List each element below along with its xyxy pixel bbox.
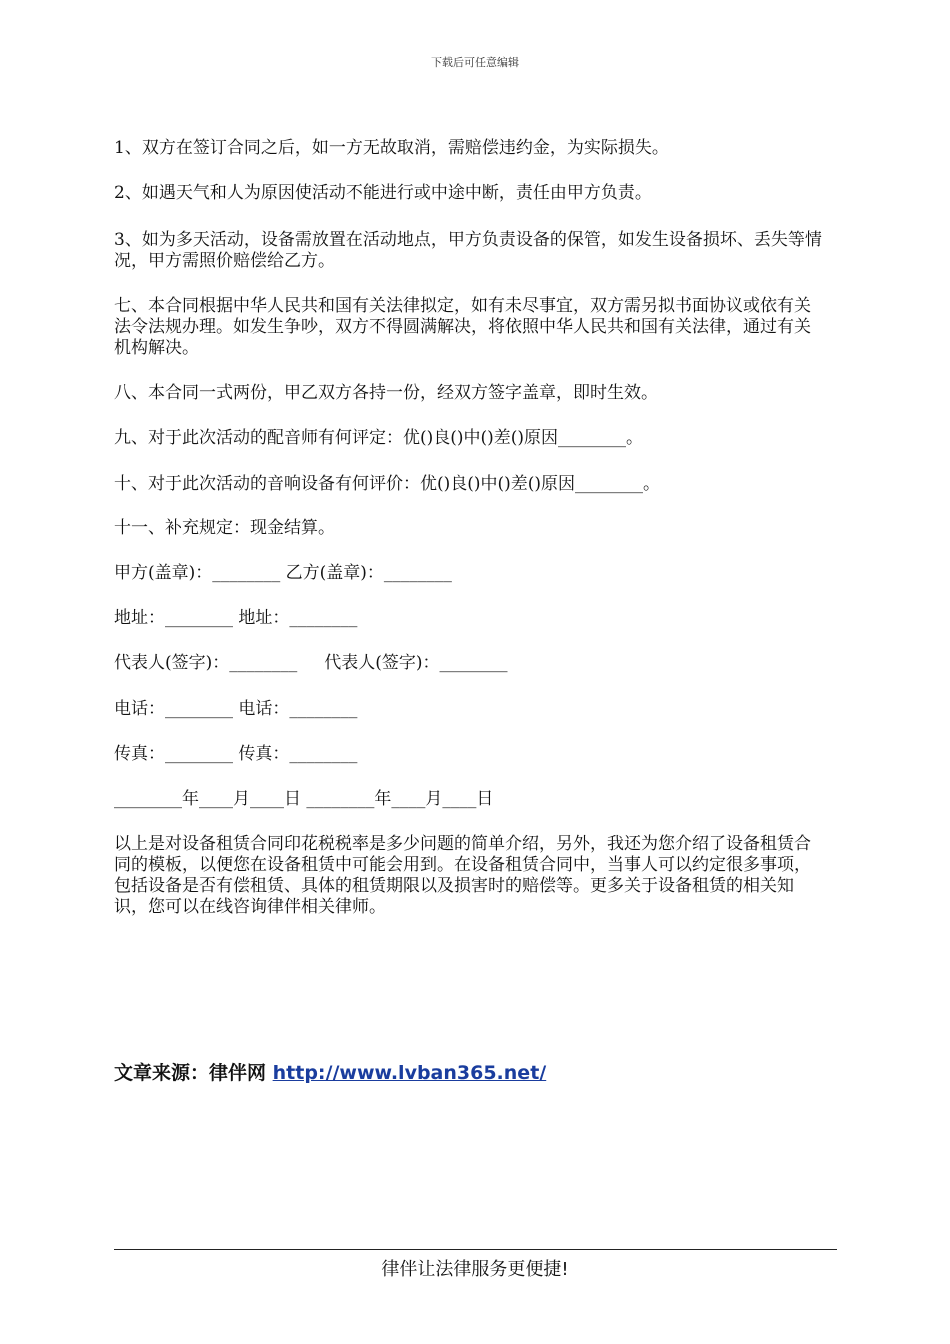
article-8: 八、本合同一式两份，甲乙双方各持一份，经双方签字盖章，即时生效。: [114, 383, 658, 403]
representative-line: 代表人(签字)：________ 代表人(签字)：________: [114, 653, 508, 673]
page-header: 下载后可任意编辑: [431, 56, 519, 69]
footer-divider: [114, 1249, 837, 1250]
article-7: 七、本合同根据中华人民共和国有关法律拟定，如有未尽事宜，双方需另拟书面协议或依有关法令法规办理。如发生争吵，双方不得圆满解决，将依照中华人民共和国有关法律，通过有关机构解决。: [114, 296, 811, 358]
article-10: 十、对于此次活动的音响设备有何评价：优()良()中()差()原因________。: [114, 474, 661, 494]
source-label: 文章来源：律伴网: [114, 1062, 273, 1084]
clause-3: 3、如为多天活动，设备需放置在活动地点，甲方负责设备的保管，如发生设备损坏、丢失等情况，甲方需照价赔偿给乙方。: [114, 230, 822, 271]
summary-paragraph: 以上是对设备租赁合同印花税税率是多少问题的简单介绍，另外，我还为您介绍了设备租赁合同的模板，以便您在设备租赁中可能会用到。在设备租赁合同中，当事人可以约定很多事项，包括设备是否有偿租赁、具体的租赁期限以及损害时的赔偿等。更多关于设备租赁的相关知识，您可以在线咨询律伴相关律师。: [114, 834, 811, 917]
phone-line: 电话：________ 电话：________: [114, 699, 358, 719]
article-9: 九、对于此次活动的配音师有何评定：优()良()中()差()原因________。: [114, 428, 644, 448]
article-source: [114, 1058, 546, 1085]
address-line: 地址：________ 地址：________: [114, 608, 358, 628]
fax-line: 传真：________ 传真：________: [114, 744, 358, 764]
clause-2: 2、如遇天气和人为原因使活动不能进行或中途中断，责任由甲方负责。: [114, 183, 652, 203]
page-footer: 律伴让法律服务更便捷!: [381, 1259, 569, 1280]
source-link[interactable]: http://www.lvban365.net/: [272, 1062, 547, 1084]
date-line: ________年____月____日 ________年____月____日: [114, 789, 494, 809]
clause-1: 1、双方在签订合同之后，如一方无故取消，需赔偿违约金，为实际损失。: [114, 138, 669, 158]
article-11: 十一、补充规定：现金结算。: [114, 518, 335, 538]
signature-seal-line: 甲方(盖章)：________ 乙方(盖章)：________: [114, 563, 452, 583]
